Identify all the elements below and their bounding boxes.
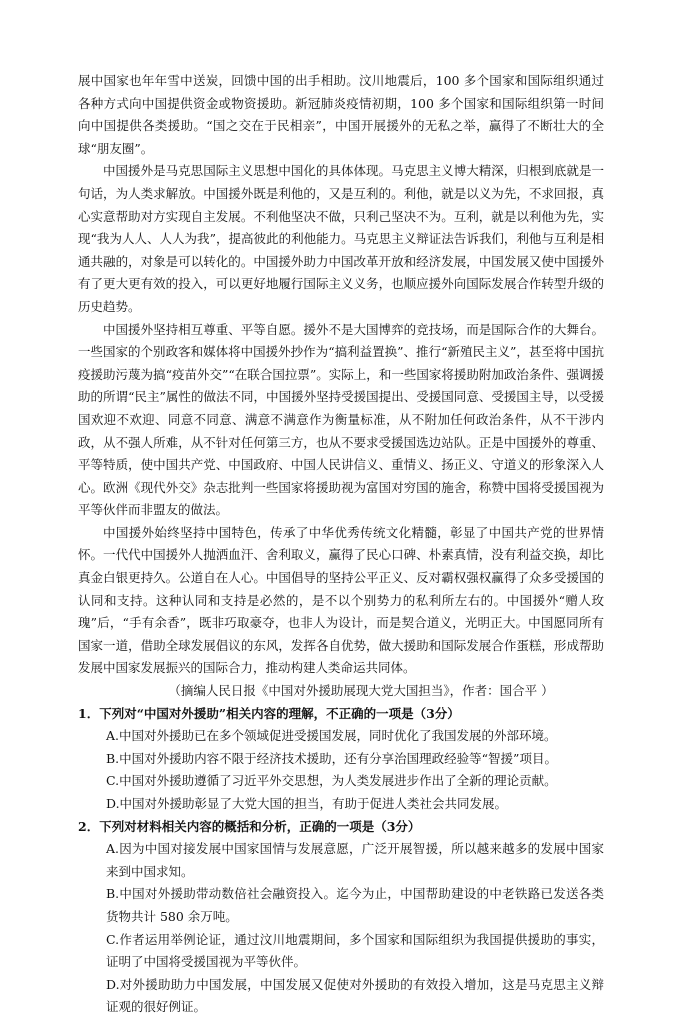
option-d: D.对外援助助力中国发展，中国发展又促使对外援助的有效投入增加，这是马克思主义辩证观的很好例证。 [106,976,604,1015]
reading-passage [78,70,604,703]
passage-paragraph: 展中国家也年年雪中送炭，回馈中国的出手相助。汶川地震后，100 多个国家和国际组织通过各种方式向中国提供资金或物资援助。新冠肺炎疫情初期，100 多个国家和国际组织第一时间向中国提供各类援助。“国之交在于民相亲”，中国开展援外的无私之举，赢得了不断壮大的全球“朋友圈”。 [78,73,604,156]
option-d: D.中国对外援助彰显了大党大国的担当，有助于促进人类社会共同发展。 [106,796,508,811]
option-a: A.中国对外援助已在多个领域促进受援国发展，同时优化了我国发展的外部环境。 [106,728,557,744]
question-stem: 2．下列对材料相关内容的概括和分析，正确的一项是（3分） [78,818,421,834]
option-a: A.因为中国对接发展中国家国情与发展意愿，广泛开展智援，所以越来越多的发展中国家来到中国求知。 [106,841,604,879]
passage-paragraph: 中国援外始终坚持中国特色，传承了中华优秀传统文化精髓，彰显了中国共产党的世界情怀。一代代中国援外人抛洒血汗、舍利取义，赢得了民心口碑、朴素真情，没有利益交换，却比真金白银更持久。公道自在人心。中国倡导的坚持公平正义、反对霸权强权赢得了众多受援国的认同和支持。这种认同和支持是必然的，是不以个别势力的私利所左右的。中国援外“赠人玫瑰”后，“手有余香”，既非巧取豪夺，也非人为设计，而是契合道义，光明正大。中国愿同所有国家一道，借助全球发展倡议的东风，发挥各自优势，做大援助和国际发展合作蛋糕，形成帮助发展中国家发展振兴的国际合力，推动构建人类命运共同体。 [78,524,604,676]
option-b: B.中国对外援助带动数倍社会融资投入。迄今为止，中国帮助建设的中老铁路已发送各类货物共计 580 余万吨。 [106,886,604,924]
option-c: C.中国对外援助遵循了习近平外交思想，为人类发展进步作出了全新的理论贡献。 [106,773,557,789]
passage-paragraph: 中国援外是马克思国际主义思想中国化的具体体现。马克思主义博大精深，归根到底就是一句话，为人类求解放。中国援外既是利他的，又是互利的。利他，就是以义为先，不求回报，真心实意帮助对方实现自主发展。不利他坚决不做，只利己坚决不为。互利，就是以利他为先，实现“我为人人、人人为我”，提高彼此的利他能力。马克思主义辩证法告诉我们，利他与互利是相通共融的，对象是可以转化的。中国援外助力中国改革开放和经济发展，中国发展又使中国援外有了更大更有效的投入，可以更好地履行国际主义义务，也顺应援外向国际发展合作转型升级的历史趋势。 [78,163,604,314]
option-b: B.中国对外援助内容不限于经济技术援助，还有分享治国理政经验等“智援”项目。 [106,750,557,766]
question-stem: 1．下列对“中国对外援助”相关内容的理解，不正确的一项是（3分） [78,705,460,721]
question-2 [78,816,604,1019]
passage-paragraph: 中国援外坚持相互尊重、平等自愿。援外不是大国博弈的竞技场，而是国际合作的大舞台。一些国家的个别政客和媒体将中国援外抄作为“搞利益置换”、推行“新殖民主义”，甚至将中国抗疫援助污蔑为搞“疫苗外交”“在联合国拉票”。实际上，和一些国家将援助附加政治条件、强调援助的所谓“民主”属性的做法不同，中国援外坚持受援国提出、受援国同意、受援国主导，以受援国欢迎不欢迎、同意不同意、满意不满意作为衡量标准，从不附加任何政治条件，从不干涉内政，从不强人所难，从不针对任何第三方，也从不要求受援国选边站队。正是中国援外的尊重、平等特质，使中国共产党、中国政府、中国人民讲信义、重情义、扬正义、守道义的形象深入人心。欧洲《现代外交》杂志批判一些国家将援助视为富国对穷国的施舍，称赞中国将受援国视为平等伙伴而非盟友的做法。 [78,321,604,518]
source-citation: （摘编人民日报《中国对外援助展现大党大国担当》，作者：国合平 ） [168,683,554,699]
question-1 [78,703,604,816]
option-c: C.作者运用举例论证，通过汶川地震期间，多个国家和国际组织为我国提供援助的事实，证明了中国将受援国视为平等伙伴。 [106,931,604,970]
